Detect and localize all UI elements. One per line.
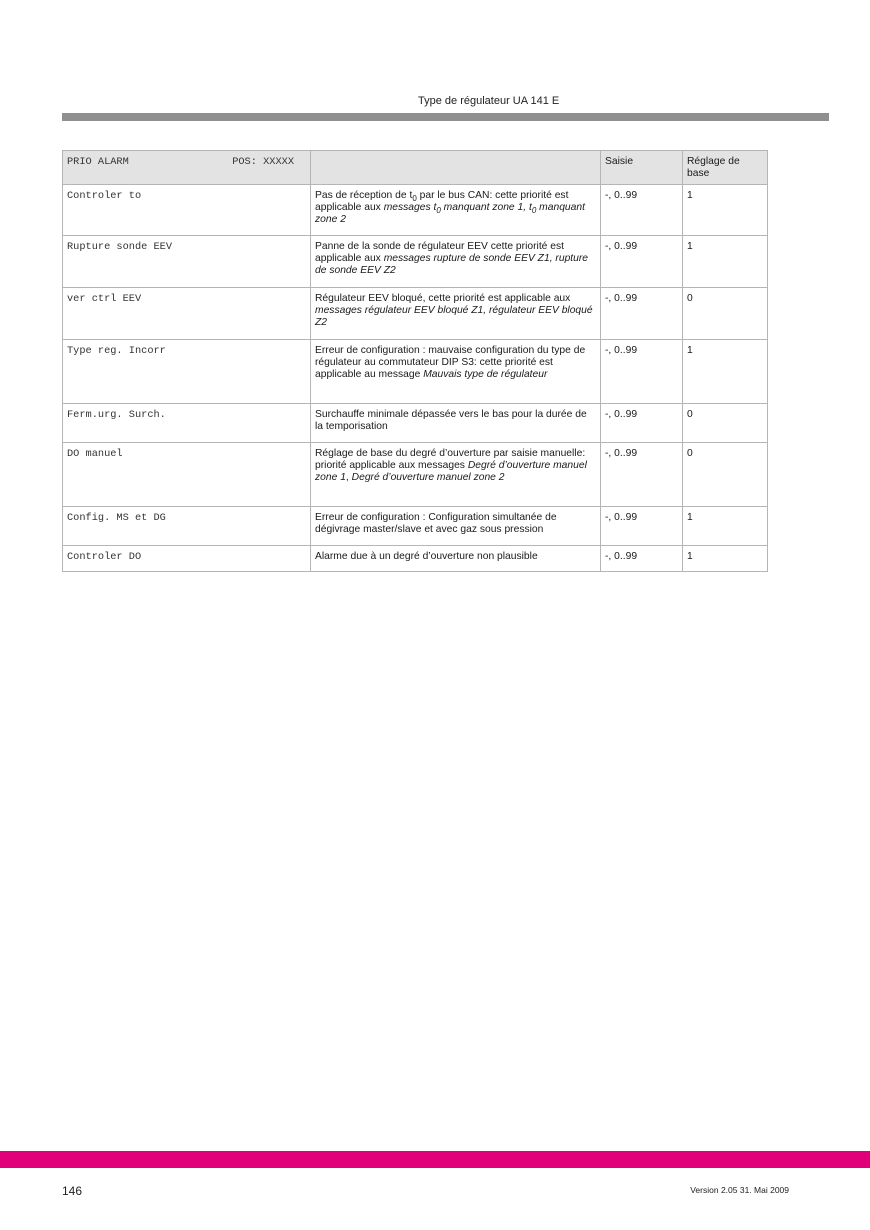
table-row [63,443,768,507]
parameter-table [62,150,768,572]
header-pos: POS: XXXXX [232,156,294,168]
page-number: 146 [62,1184,83,1198]
document-header-title: Type de régulateur UA 141 E [418,95,560,107]
param-description: Erreur de configuration : Configuration simultanée de dégivrage master/slave et avec gaz sous pression [311,507,601,546]
param-saisie: -, 0..99 [601,185,683,236]
param-reglage: 0 [683,443,768,507]
param-name: Rupture sonde EEV [63,236,311,288]
param-saisie: -, 0..99 [601,288,683,340]
param-name: ver ctrl EEV [63,288,311,340]
table-row [63,236,768,288]
header-reglage: Réglage de base [683,151,768,185]
version-date: Version 2.05 31. Mai 2009 [690,1185,789,1195]
header-saisie: Saisie [601,151,683,185]
param-saisie: -, 0..99 [601,443,683,507]
param-reglage: 1 [683,185,768,236]
table-row [63,185,768,236]
table-row [63,404,768,443]
param-description: Erreur de configuration : mauvaise configuration du type de régulateur au commutateur DIP S3: cette priorité est applicable au message Mauvais type de régulateur [311,340,601,404]
header-rule [62,113,829,121]
header-param-cell [63,151,311,185]
param-name: Controler DO [63,546,311,572]
param-name: Type reg. Incorr [63,340,311,404]
param-description: Régulateur EEV bloqué, cette priorité est applicable aux messages régulateur EEV bloqué Z1, régulateur EEV bloqué Z2 [311,288,601,340]
table-row [63,288,768,340]
param-reglage: 1 [683,546,768,572]
param-name: Config. MS et DG [63,507,311,546]
param-saisie: -, 0..99 [601,546,683,572]
param-saisie: -, 0..99 [601,340,683,404]
footer-accent-bar [0,1151,870,1168]
param-reglage: 0 [683,288,768,340]
param-reglage: 0 [683,404,768,443]
table-header-row [63,151,768,185]
param-description: Panne de la sonde de régulateur EEV cette priorité est applicable aux messages rupture de sonde EEV Z1, rupture de sonde EEV Z2 [311,236,601,288]
param-description: Alarme due à un degré d’ouverture non plausible [311,546,601,572]
param-reglage: 1 [683,236,768,288]
param-description: Surchauffe minimale dépassée vers le bas pour la durée de la temporisation [311,404,601,443]
param-reglage: 1 [683,340,768,404]
param-description: Réglage de base du degré d’ouverture par saisie manuelle: priorité applicable aux messages Degré d’ouverture manuel zone 1, Degré d’ouverture manuel zone 2 [311,443,601,507]
param-reglage: 1 [683,507,768,546]
param-saisie: -, 0..99 [601,404,683,443]
table-row [63,507,768,546]
param-description: Pas de réception de $t_0$ par le bus CAN: cette priorité est applicable aux messages $t_0$ manquant zone 1, $t_0$ manquant zone 2 [311,185,601,236]
header-desc-cell [311,151,601,185]
param-name: Ferm.urg. Surch. [63,404,311,443]
param-saisie: -, 0..99 [601,507,683,546]
param-saisie: -, 0..99 [601,236,683,288]
table-row [63,546,768,572]
table-row [63,340,768,404]
param-name: Controler to [63,185,311,236]
param-name: DO manuel [63,443,311,507]
header-prio-alarm: PRIO ALARM [67,156,129,168]
